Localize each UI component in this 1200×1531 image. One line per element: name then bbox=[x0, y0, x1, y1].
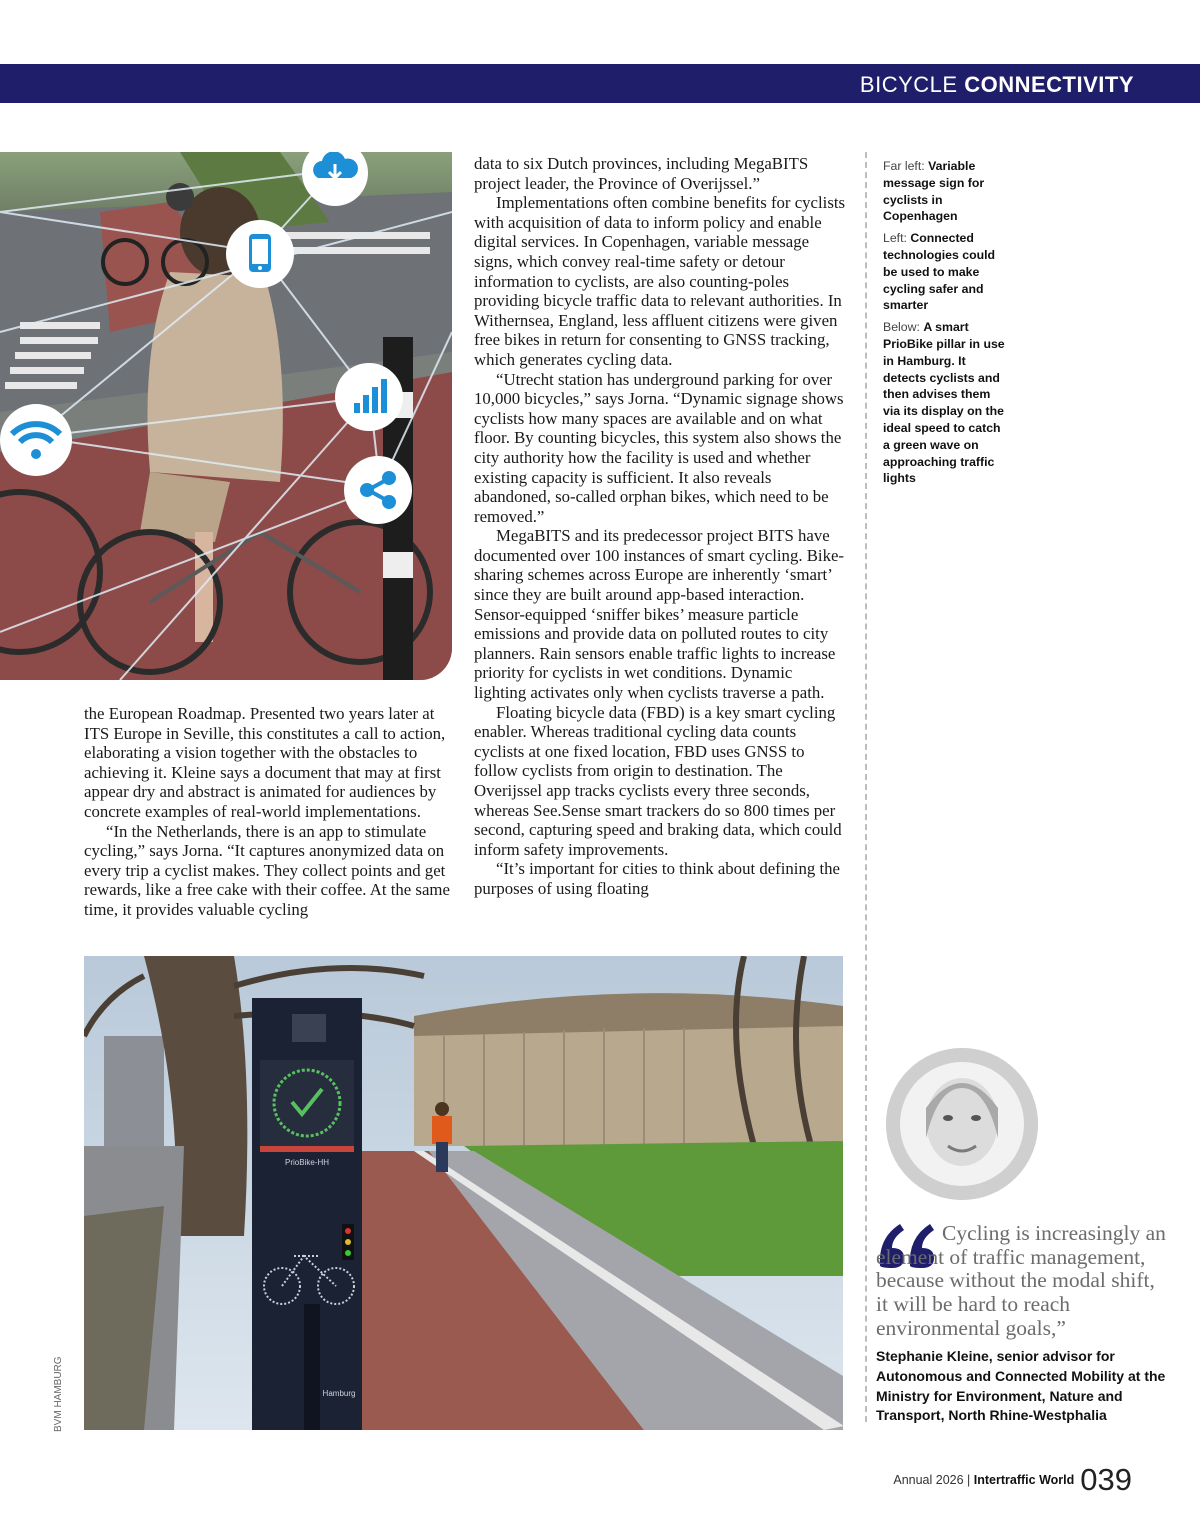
page-footer: $^{Annual 2026 | Intertraffic World}$ 039 bbox=[893, 1462, 1132, 1497]
photo-cyclist-connectivity bbox=[0, 152, 452, 680]
paragraph: “It’s important for cities to think about defining the purposes of using floating bbox=[474, 859, 840, 898]
pull-quote bbox=[876, 1222, 1166, 1341]
magazine-name: Intertraffic World bbox=[973, 1473, 1075, 1487]
paragraph: “In the Netherlands, there is an app to stimulate cycling,” says Jorna. “It captures anonymized data on every trip a cyclist makes. They collect points and get rewards, like a free cake with their coffee. At the same time, it provides valuable cycling bbox=[84, 821, 450, 919]
photo-captions bbox=[883, 158, 1008, 492]
paragraph: data to six Dutch provinces, including MegaBITS project leader, the Province of Overijssel.” bbox=[474, 154, 809, 193]
caption-far-left: Far left: Variable message sign for cyclists in Copenhagen bbox=[883, 159, 985, 224]
paragraph: “Utrecht station has underground parking for over 10,000 bicycles,” says Jorna. “Dynamic signage shows cyclists how many spaces are available and on what floor. By counting bicycles, this system also shows the city authority how the facility is used and whether existing capacity is sufficient. It also reveals abandoned, so-called orphan bikes, which need to be removed.” bbox=[474, 369, 844, 526]
edition: Annual 2026 bbox=[893, 1473, 964, 1487]
pull-quote-text: Cycling is increasingly an element of traffic management, because without the modal shift, it will be hard to reach environmental goals,” bbox=[876, 1221, 1166, 1340]
paragraph: Floating bicycle data (FBD) is a key smart cycling enabler. Whereas traditional cycling data counts cyclists at one fixed location, FBD uses GNSS to follow cyclists from origin to destination. The Overijssel app tracks cyclists every three seconds, whereas See.Sense smart trackers do so 800 times per second, capturing speed and braking data, which could inform safety improvements. bbox=[474, 702, 842, 859]
caption-below: Below: A smart PrioBike pillar in use in Hamburg. It detects cyclists and then advises them via its display on the ideal speed to catch a green wave on approaching traffic lights bbox=[883, 320, 1005, 486]
paragraph: the European Roadmap. Presented two years later at ITS Europe in Seville, this constitutes a call to action, elaborating a vision together with the obstacles to achieving it. Kleine says a document that may at first appear dry and abstract is animated for audiences by concrete examples of real-world implementations. bbox=[84, 704, 446, 821]
pillar-label: PrioBike-HH bbox=[284, 1158, 330, 1167]
page-number: 039 bbox=[1080, 1462, 1132, 1497]
cloud-download-icon bbox=[300, 152, 370, 208]
article-column-middle bbox=[474, 154, 846, 899]
caption-left: Left: Connected technologies could be used to make cycling safer and smarter bbox=[883, 231, 996, 313]
quote-attribution: Stephanie Kleine, senior advisor for Autonomous and Connected Mobility at the Ministry for Environment, Nature and Transport, North Rhine-Westphalia bbox=[876, 1348, 1166, 1424]
section-title bbox=[860, 72, 1134, 100]
column-divider bbox=[865, 152, 867, 1422]
section-title-light: BICYCLE bbox=[859, 72, 958, 97]
wifi-icon bbox=[0, 402, 74, 478]
signal-bars-icon bbox=[333, 361, 405, 433]
photo-priobike-pillar bbox=[84, 956, 843, 1430]
pillar-logo: Hamburg bbox=[322, 1389, 356, 1398]
paragraph: Implementations often combine benefits for cyclists with acquisition of data to inform policy and enable digital services. In Copenhagen, variable message signs, which convey real-time safety or detour information to cyclists, are also counting-poles providing bicycle traffic data to relevant authorities. In Withernsea, England, less affluent citizens were given free bikes in return for consenting to GNSS tracking, which generates cycling data. bbox=[474, 193, 846, 369]
section-title-bold: CONNECTIVITY bbox=[964, 72, 1134, 97]
paragraph: MegaBITS and its predecessor project BITS have documented over 100 instances of smart cycling. Bike-sharing schemes across Europe are inherently ‘smart’ since they are built around app-based interaction. Sensor-equipped ‘sniffer bikes’ measure particle emissions and provide data on polluted routes to city planners. Rain sensors enable traffic lights to increase priority for cyclists in wet conditions. Dynamic lighting activates only when cyclists traverse a path. bbox=[474, 526, 845, 703]
smartphone-icon bbox=[224, 218, 296, 290]
share-icon bbox=[342, 454, 414, 526]
photo-credit: BVM HAMBURG bbox=[53, 1356, 64, 1432]
portrait-photo bbox=[886, 1048, 1038, 1200]
article-column-left bbox=[84, 704, 456, 920]
